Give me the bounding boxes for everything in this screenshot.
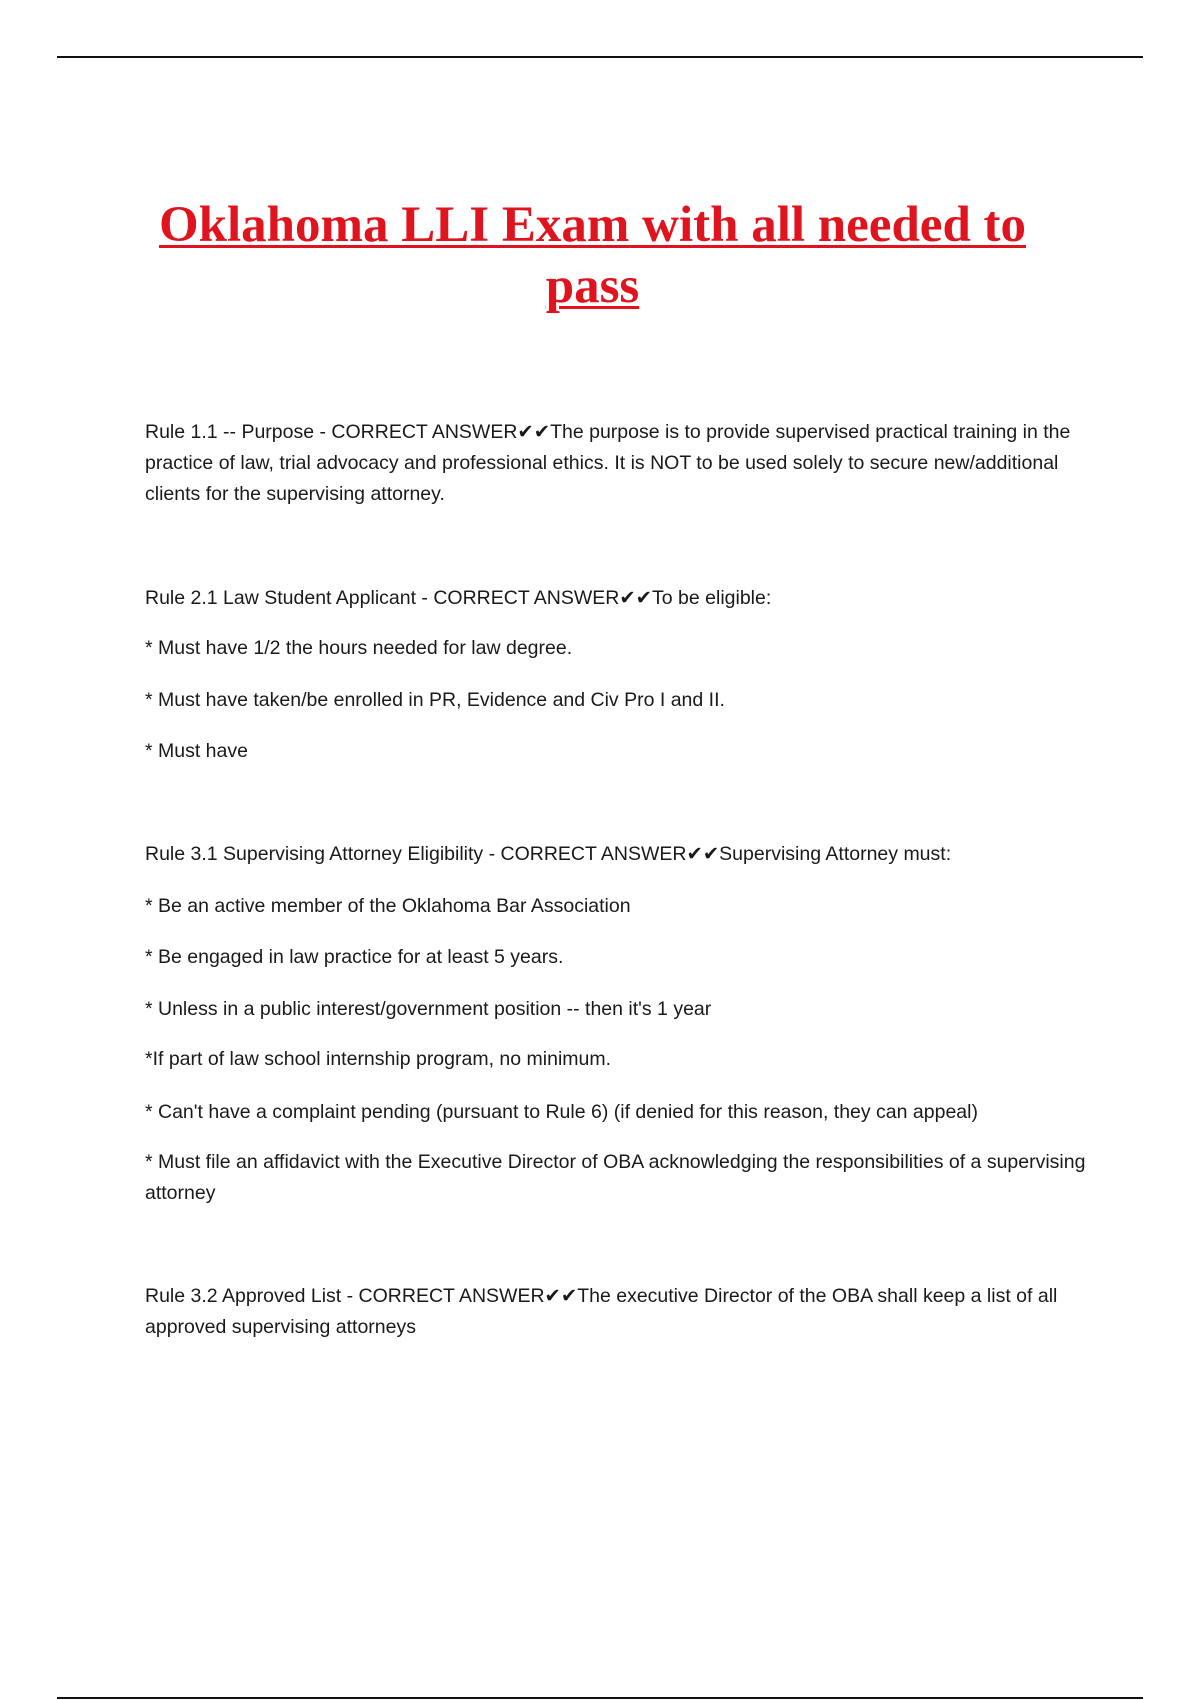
paragraph-rule-3-1: Rule 3.1 Supervising Attorney Eligibility - CORRECT ANSWER✔✔Supervising Attorney must: — [145, 843, 952, 865]
list-item: * Be an active member of the Oklahoma Bar Association — [145, 895, 631, 917]
document-title: Oklahoma LLI Exam with all needed to pass — [158, 197, 1027, 314]
list-item: * Must have 1/2 the hours needed for law degree. — [145, 637, 573, 659]
list-item: * Can't have a complaint pending (pursuant to Rule 6) (if denied for this reason, they can appeal) — [145, 1101, 978, 1123]
list-item: *If part of law school internship program, no minimum. — [145, 1048, 612, 1070]
bottom-rule-line — [57, 1697, 1143, 1699]
paragraph-rule-3-2: Rule 3.2 Approved List - CORRECT ANSWER✔✔The executive Director of the OBA shall keep a list of all approved supervising attorneys — [145, 1285, 1058, 1338]
list-item: * Be engaged in law practice for at least 5 years. — [145, 946, 564, 968]
list-item: * Must file an affidavict with the Executive Director of OBA acknowledging the responsibilities of a supervising attorney — [145, 1151, 1086, 1204]
list-item: * Must have taken/be enrolled in PR, Evidence and Civ Pro I and II. — [145, 689, 725, 711]
top-rule-line — [57, 56, 1143, 58]
list-item: * Unless in a public interest/government position -- then it's 1 year — [145, 998, 712, 1020]
list-item: * Must have — [145, 740, 248, 762]
paragraph-rule-1-1: Rule 1.1 -- Purpose - CORRECT ANSWER✔✔The purpose is to provide supervised practical training in the practice of law, trial advocacy and professional ethics. It is NOT to be used solely to secure new/additional clients for the supervising attorney. — [145, 421, 1071, 505]
paragraph-rule-2-1: Rule 2.1 Law Student Applicant - CORRECT ANSWER✔✔To be eligible: — [145, 587, 772, 609]
